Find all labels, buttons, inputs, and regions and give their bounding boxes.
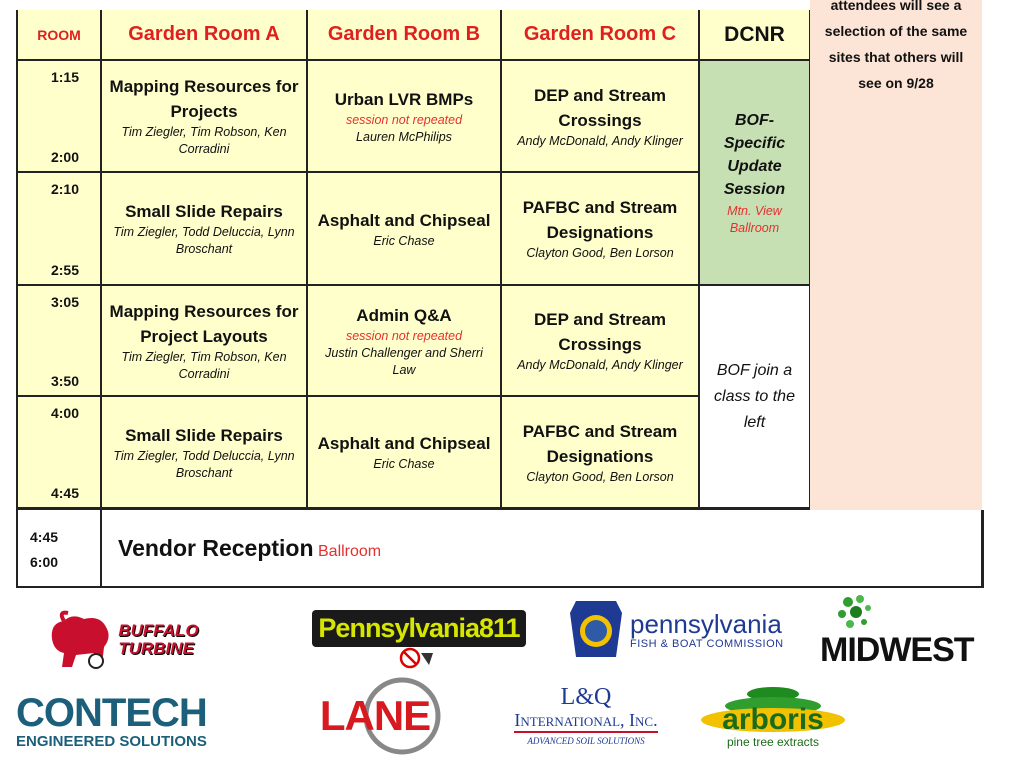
- end-time: 2:55: [50, 262, 80, 278]
- pennsylvania-811-logo: [298, 604, 540, 674]
- room-label: ROOM: [37, 26, 81, 43]
- start-time: 1:15: [50, 69, 80, 85]
- logo-subtext: ENGINEERED SOLUTIONS: [16, 733, 207, 750]
- session-title: PAFBC and Stream Designations: [522, 198, 678, 242]
- room-name: Garden Room A: [128, 23, 280, 45]
- session-title: Admin Q&A: [356, 305, 452, 325]
- session-cell: [308, 397, 502, 510]
- lq-international-logo: [502, 680, 670, 750]
- session-cell: [502, 61, 700, 173]
- keystone-badge-icon: [568, 599, 624, 661]
- no-dig-icon: [399, 647, 439, 669]
- end-time: 3:50: [50, 373, 80, 389]
- session-title: PAFBC and Stream Designations: [522, 421, 678, 466]
- session-presenters: Tim Ziegler, Tim Robson, Ken Corradini: [121, 349, 287, 381]
- logo-text: CONTECH: [16, 691, 207, 735]
- end-time: 2:00: [50, 149, 80, 165]
- reception-label: [118, 535, 381, 562]
- logo-text: Pennsylvania811: [318, 612, 520, 643]
- bof-session-title: BOF-Specific Update Session: [723, 111, 786, 198]
- logo-subtext: FISH & BOAT COMMISSION: [630, 638, 784, 650]
- reception-start-time: 4:45: [30, 529, 59, 545]
- logo-text: arboris: [722, 703, 824, 736]
- logo-text: LANE: [319, 692, 431, 739]
- pa-fish-boat-commission-logo: [568, 598, 794, 662]
- start-time: 4:00: [50, 405, 80, 421]
- session-cell: [308, 173, 502, 286]
- room-name: DCNR: [724, 22, 785, 46]
- time-cell: [18, 397, 102, 510]
- side-note: attendees will see a selection of the same sites that others will see on 9/28: [824, 0, 968, 91]
- session-title: Mapping Resources for Projects: [109, 77, 299, 121]
- midwest-logo: [820, 592, 995, 670]
- bof-session-location: Mtn. View Ballroom: [727, 203, 782, 235]
- schedule-table: [16, 10, 810, 510]
- session-title: Mapping Resources for Project Layouts: [109, 301, 299, 346]
- side-note-panel: [810, 0, 982, 510]
- room-name: Garden Room B: [327, 23, 481, 45]
- header-garden-room-b: [308, 10, 502, 61]
- bull-icon: [46, 609, 116, 671]
- session-presenters: Tim Ziegler, Todd Deluccia, Lynn Broschant: [113, 448, 295, 480]
- session-cell: [502, 173, 700, 286]
- session-presenters: Clayton Good, Ben Lorson: [526, 469, 674, 484]
- reception-row: [16, 510, 984, 588]
- header-dcnr: [700, 10, 812, 61]
- logo-text: TURBINE: [118, 639, 194, 658]
- session-cell: [308, 286, 502, 397]
- session-cell: [502, 286, 700, 397]
- header-garden-room-a: [102, 10, 308, 61]
- logo-text: L&Q: [560, 683, 612, 710]
- session-title: Asphalt and Chipseal: [317, 210, 491, 230]
- session-title: DEP and Stream Crossings: [534, 310, 666, 354]
- session-presenters: Justin Challenger and Sherri Law: [325, 345, 483, 377]
- time-cell: [18, 173, 102, 286]
- logo-subtext: ADVANCED SOIL SOLUTIONS: [527, 735, 645, 746]
- session-title: Small Slide Repairs: [125, 202, 283, 221]
- session-presenters: Andy McDonald, Andy Klinger: [517, 358, 683, 372]
- end-time: 4:45: [50, 485, 80, 501]
- header-room: [18, 10, 102, 61]
- room-name: Garden Room C: [523, 23, 677, 45]
- logo-text: pennsylvania: [630, 609, 782, 639]
- session-presenters: Tim Ziegler, Tim Robson, Ken Corradini: [121, 125, 287, 156]
- time-cell: [18, 61, 102, 173]
- start-time: 2:10: [50, 181, 80, 197]
- session-note: session not repeated: [345, 328, 463, 343]
- session-presenters: Tim Ziegler, Todd Deluccia, Lynn Broschant: [113, 225, 295, 256]
- dots-cluster-icon: [834, 594, 894, 632]
- session-presenters: Andy McDonald, Andy Klinger: [517, 133, 683, 148]
- bof-join-cell: [700, 286, 812, 510]
- reception-end-time: 6:00: [30, 554, 59, 570]
- header-garden-room-c: [502, 10, 700, 61]
- arboris-logo: [684, 672, 862, 756]
- session-presenters: Lauren McPhilips: [356, 129, 452, 144]
- buffalo-turbine-logo: [30, 606, 215, 674]
- session-cell: [308, 61, 502, 173]
- logo-text: BUFFALO: [118, 621, 199, 640]
- session-cell: [102, 286, 308, 397]
- session-cell: [502, 397, 700, 510]
- session-note: session not repeated: [345, 112, 463, 127]
- lane-logo: [300, 676, 450, 756]
- session-presenters: Eric Chase: [373, 457, 435, 471]
- reception-location: Ballroom: [318, 543, 382, 560]
- session-presenters: Eric Chase: [373, 233, 435, 248]
- session-title: Asphalt and Chipseal: [317, 434, 491, 453]
- session-title: Urban LVR BMPs: [334, 89, 474, 109]
- session-presenters: Clayton Good, Ben Lorson: [526, 246, 674, 260]
- logo-text: MIDWEST: [820, 631, 974, 669]
- contech-logo: [16, 690, 240, 754]
- reception-time-cell: [18, 510, 102, 586]
- logo-name: International, Inc.: [514, 709, 657, 733]
- session-title: DEP and Stream Crossings: [534, 85, 666, 130]
- reception-title: Vendor Reception: [118, 535, 314, 561]
- bof-session-cell: [700, 61, 812, 286]
- session-cell: [102, 173, 308, 286]
- time-cell: [18, 286, 102, 397]
- logo-subtext: pine tree extracts: [726, 735, 820, 749]
- session-cell: [102, 61, 308, 173]
- bof-join-note: BOF join a class to the left: [714, 361, 795, 431]
- session-title: Small Slide Repairs: [125, 425, 283, 445]
- start-time: 3:05: [50, 294, 80, 310]
- session-cell: [102, 397, 308, 510]
